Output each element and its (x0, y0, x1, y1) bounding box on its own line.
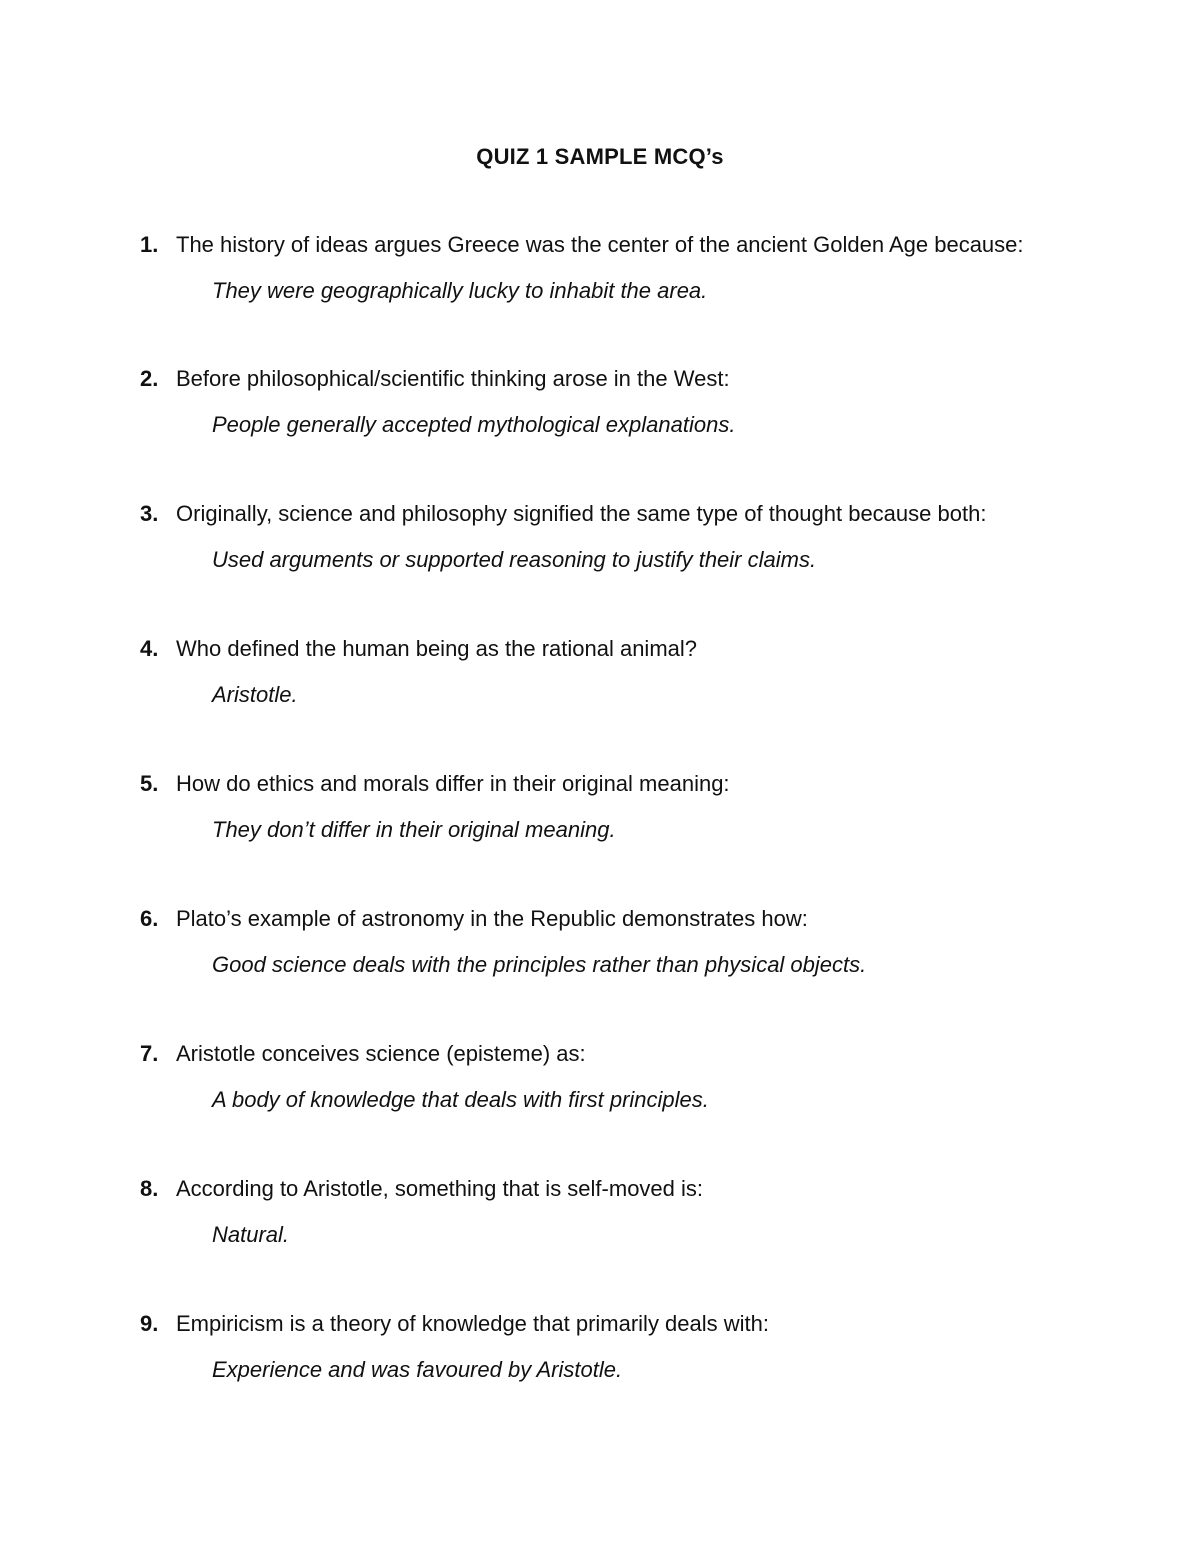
question-text: Plato’s example of astronomy in the Republic demonstrates how: (176, 906, 808, 931)
question-item-9 (140, 1309, 1060, 1385)
question-row (140, 634, 1060, 664)
question-text: Empiricism is a theory of knowledge that primarily deals with: (176, 1311, 770, 1336)
question-item-7 (140, 1039, 1060, 1115)
answer-text: They don’t differ in their original meaning. (212, 817, 616, 842)
question-row (140, 769, 1060, 799)
answer-text: Aristotle. (212, 682, 298, 707)
question-item-1 (140, 230, 1060, 306)
question-row (140, 1039, 1060, 1069)
question-row (140, 1309, 1060, 1339)
question-item-6 (140, 904, 1060, 980)
answer-text: People generally accepted mythological explanations. (212, 412, 736, 437)
question-list (140, 230, 1060, 1385)
question-number: 9. (140, 1311, 159, 1336)
answer-text: They were geographically lucky to inhabit the area. (212, 278, 708, 303)
question-row (140, 499, 1060, 529)
question-item-8 (140, 1174, 1060, 1250)
question-number: 7. (140, 1041, 159, 1066)
document-title: QUIZ 1 SAMPLE MCQ’s (476, 144, 724, 169)
question-number: 5. (140, 771, 159, 796)
question-number: 1. (140, 232, 159, 257)
question-number: 8. (140, 1176, 159, 1201)
question-item-4 (140, 634, 1060, 710)
question-item-2 (140, 364, 1060, 440)
answer-text: A body of knowledge that deals with first principles. (212, 1087, 709, 1112)
answer-text: Natural. (212, 1222, 290, 1247)
question-text: Aristotle conceives science (episteme) as: (176, 1041, 586, 1066)
question-number: 3. (140, 501, 159, 526)
question-number: 6. (140, 906, 159, 931)
question-number: 2. (140, 366, 159, 391)
question-text: Originally, science and philosophy signified the same type of thought because both: (176, 501, 987, 526)
question-text: Before philosophical/scientific thinking arose in the West: (176, 366, 730, 391)
question-text: The history of ideas argues Greece was the center of the ancient Golden Age because: (176, 232, 1024, 257)
answer-text: Good science deals with the principles rather than physical objects. (212, 952, 867, 977)
answer-text: Experience and was favoured by Aristotle. (212, 1357, 623, 1382)
question-text: How do ethics and morals differ in their original meaning: (176, 771, 730, 796)
question-item-3 (140, 499, 1060, 575)
question-text: According to Aristotle, something that is self-moved is: (176, 1176, 704, 1201)
question-row (140, 364, 1060, 394)
question-number: 4. (140, 636, 159, 661)
question-item-5 (140, 769, 1060, 845)
question-row (140, 904, 1060, 934)
question-row (140, 1174, 1060, 1204)
answer-text: Used arguments or supported reasoning to justify their claims. (212, 547, 817, 572)
question-row (140, 230, 1060, 260)
question-text: Who defined the human being as the rational animal? (176, 636, 698, 661)
